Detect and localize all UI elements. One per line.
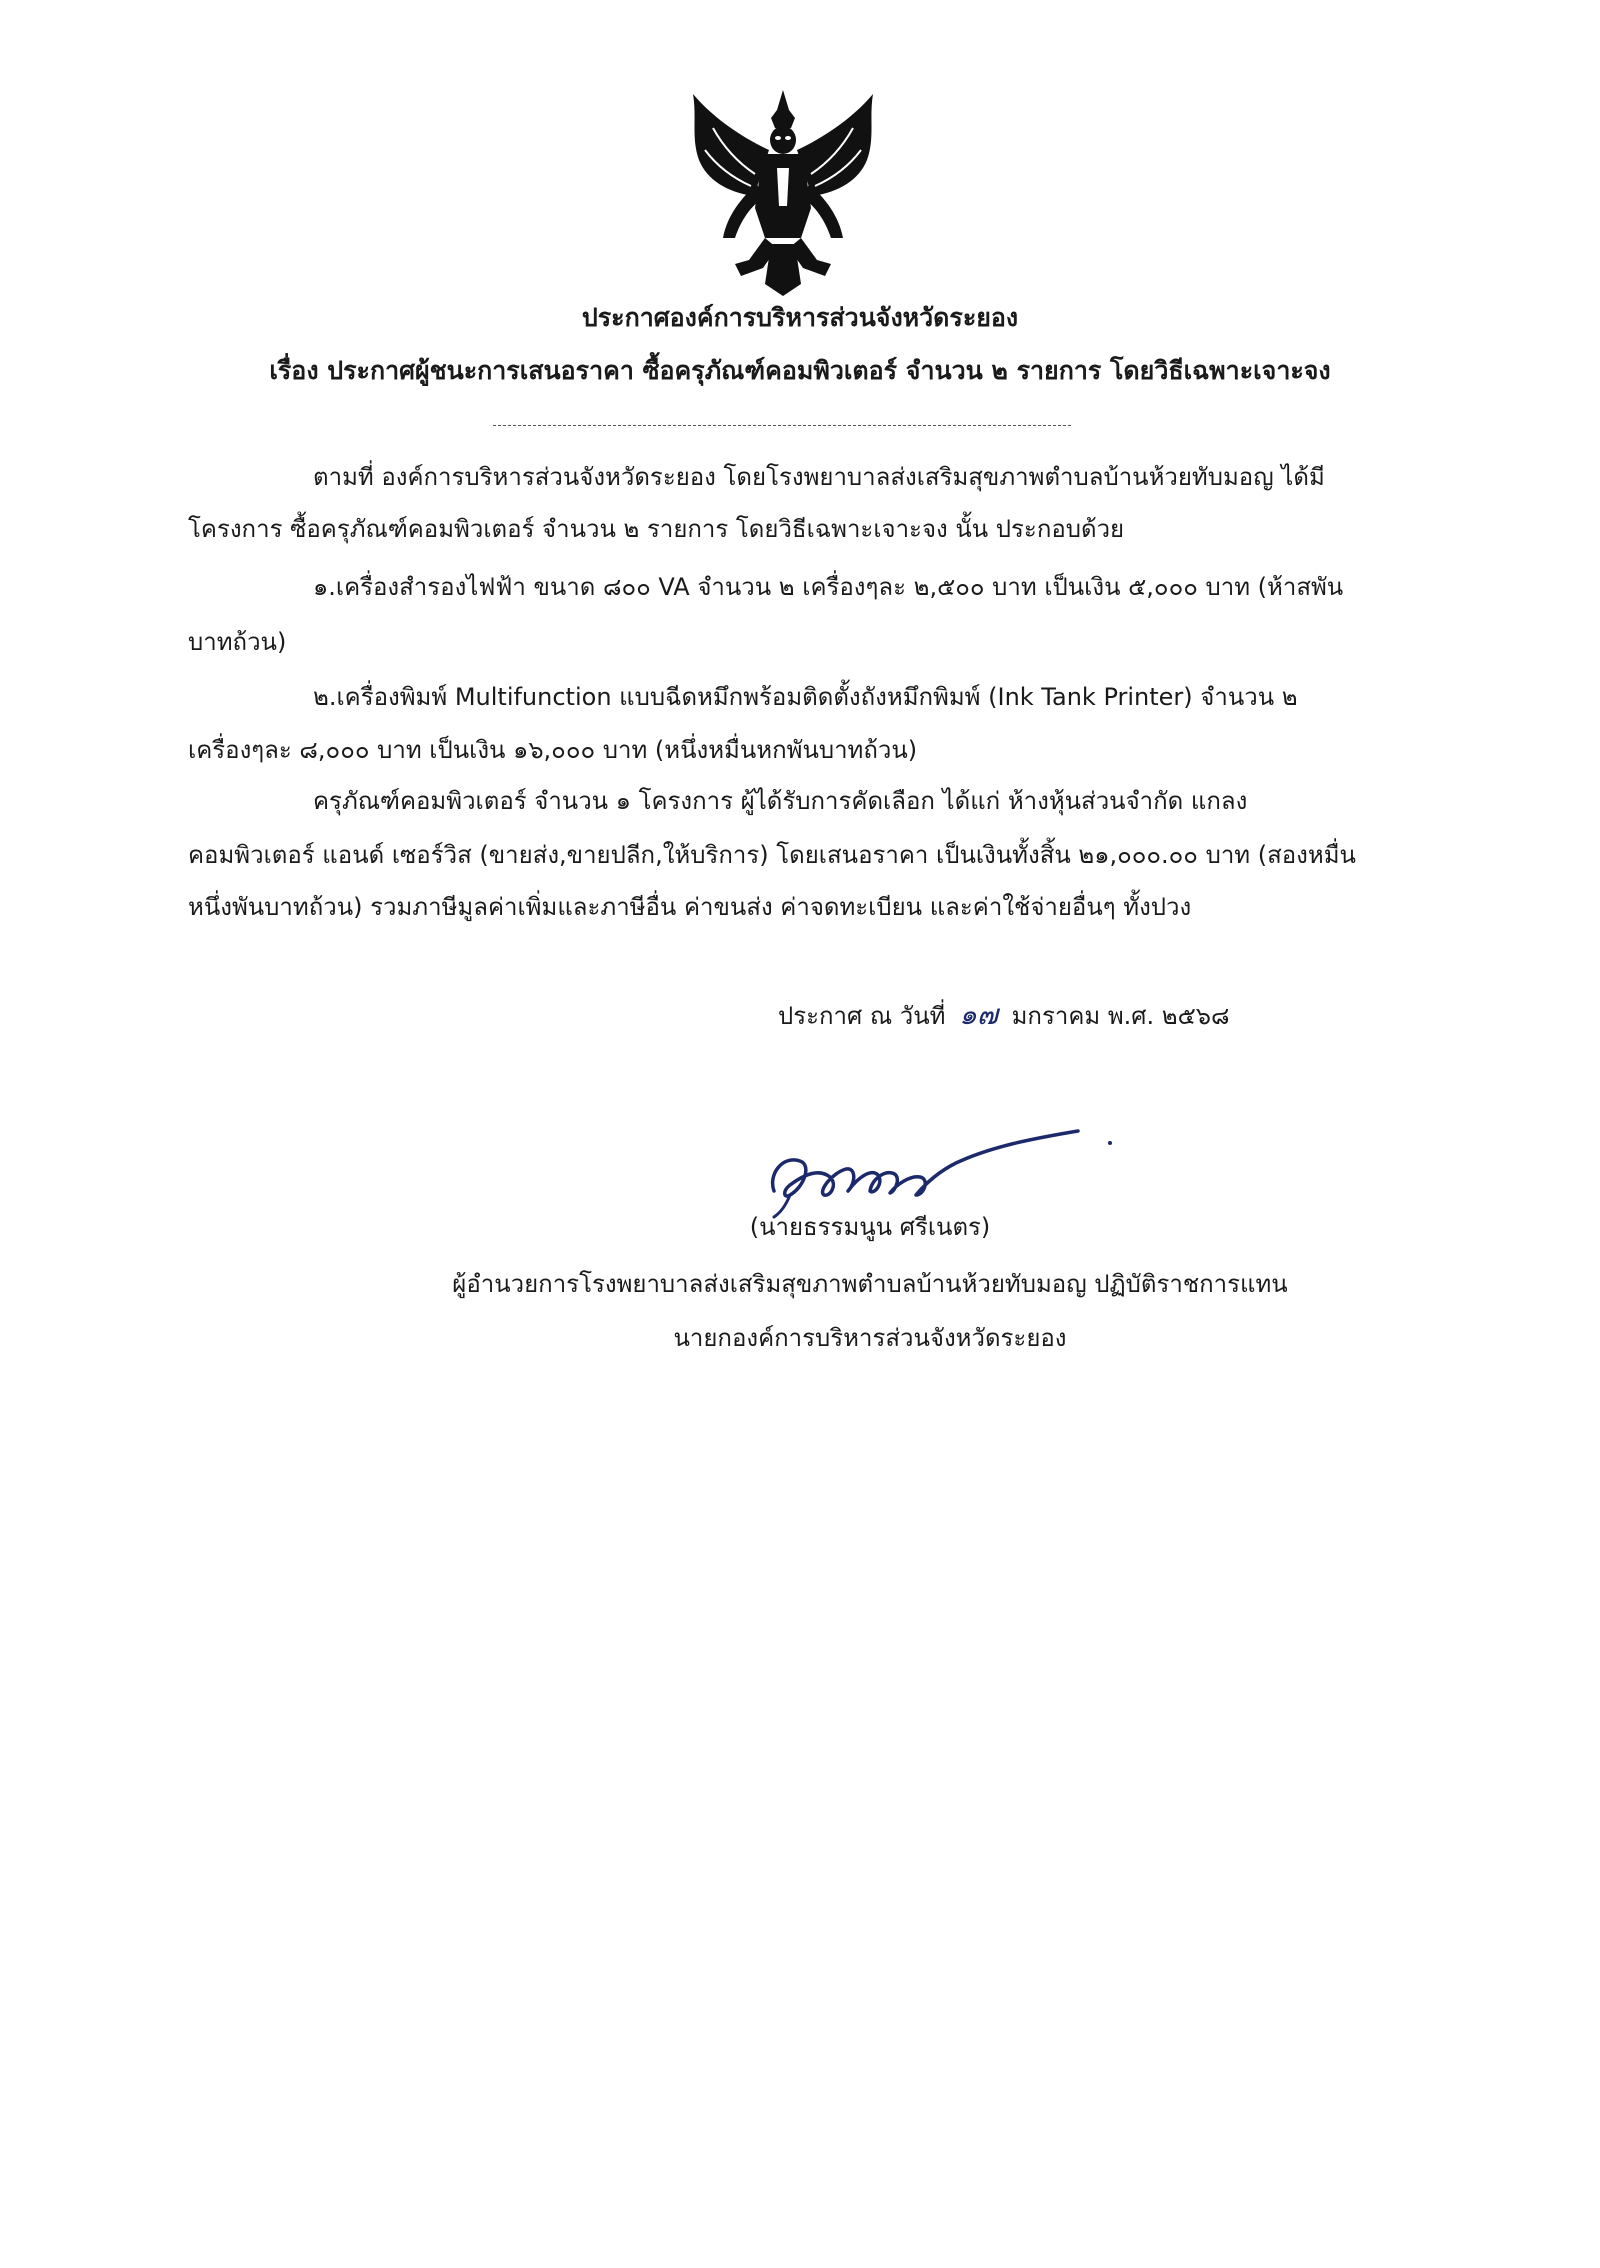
signatory-position-line-1: ผู้อำนวยการโรงพยาบาลส่งเสริมสุขภาพตำบลบ้านห้วยทับมอญ ปฏิบัติราชการแทน: [452, 1270, 1288, 1298]
garuda-emblem-icon: [683, 88, 883, 298]
signatory-name: (นายธรรมนูน ศรีเนตร): [749, 1213, 991, 1241]
item-2-line-2: เครื่องๆละ ๘,๐๐๐ บาท เป็นเงิน ๑๖,๐๐๐ บาท (หนึ่งหมื่นหกพันบาทถ้วน): [188, 736, 918, 764]
document-subject: เรื่อง ประกาศผู้ชนะการเสนอราคา ซื้อครุภัณฑ์คอมพิวเตอร์ จำนวน ๒ รายการ โดยวิธีเฉพาะเจาะจง: [269, 356, 1331, 385]
date-prefix: ประกาศ ณ วันที่: [778, 1002, 946, 1030]
item-2-line-1: ๒.เครื่องพิมพ์ Multifunction แบบฉีดหมึกพร้อมติดตั้งถังหมึกพิมพ์ (Ink Tank Printer) จำนวน ๒: [313, 683, 1298, 711]
document-title: ประกาศองค์การบริหารส่วนจังหวัดระยอง: [581, 303, 1019, 332]
result-line-1: ครุภัณฑ์คอมพิวเตอร์ จำนวน ๑ โครงการ ผู้ได้รับการคัดเลือก ได้แก่ ห้างหุ้นส่วนจำกัด แกลง: [313, 787, 1248, 815]
announcement-date: [778, 998, 1230, 1033]
divider-line: [493, 425, 1071, 426]
signatory-position-line-2: นายกองค์การบริหารส่วนจังหวัดระยอง: [673, 1324, 1067, 1352]
date-day-handwritten: ๑๗: [959, 998, 998, 1031]
result-line-3: หนึ่งพันบาทถ้วน) รวมภาษีมูลค่าเพิ่มและภาษีอื่น ค่าขนส่ง ค่าจดทะเบียน และค่าใช้จ่ายอื่นๆ ทั้งปวง: [188, 893, 1192, 921]
intro-line-1: ตามที่ องค์การบริหารส่วนจังหวัดระยอง โดยโรงพยาบาลส่งเสริมสุขภาพตำบลบ้านห้วยทับมอญ ได้มี: [313, 463, 1325, 491]
item-1-line-2: บาทถ้วน): [188, 628, 287, 656]
item-1-line-1: ๑.เครื่องสำรองไฟฟ้า ขนาด ๘๐๐ VA จำนวน ๒ เครื่องๆละ ๒,๕๐๐ บาท เป็นเงิน ๕,๐๐๐ บาท (ห้าสพัน: [313, 573, 1344, 601]
intro-line-2: โครงการ ซื้อครุภัณฑ์คอมพิวเตอร์ จำนวน ๒ รายการ โดยวิธีเฉพาะเจาะจง นั้น ประกอบด้วย: [188, 515, 1125, 543]
handwritten-signature-icon: [760, 1095, 1120, 1220]
date-suffix: มกราคม พ.ศ. ๒๕๖๘: [1011, 1002, 1230, 1030]
result-line-2: คอมพิวเตอร์ แอนด์ เซอร์วิส (ขายส่ง,ขายปลีก,ให้บริการ) โดยเสนอราคา เป็นเงินทั้งสิ้น ๒๑,๐๐๐.๐๐ บาท (สองหมื่น: [188, 841, 1356, 869]
